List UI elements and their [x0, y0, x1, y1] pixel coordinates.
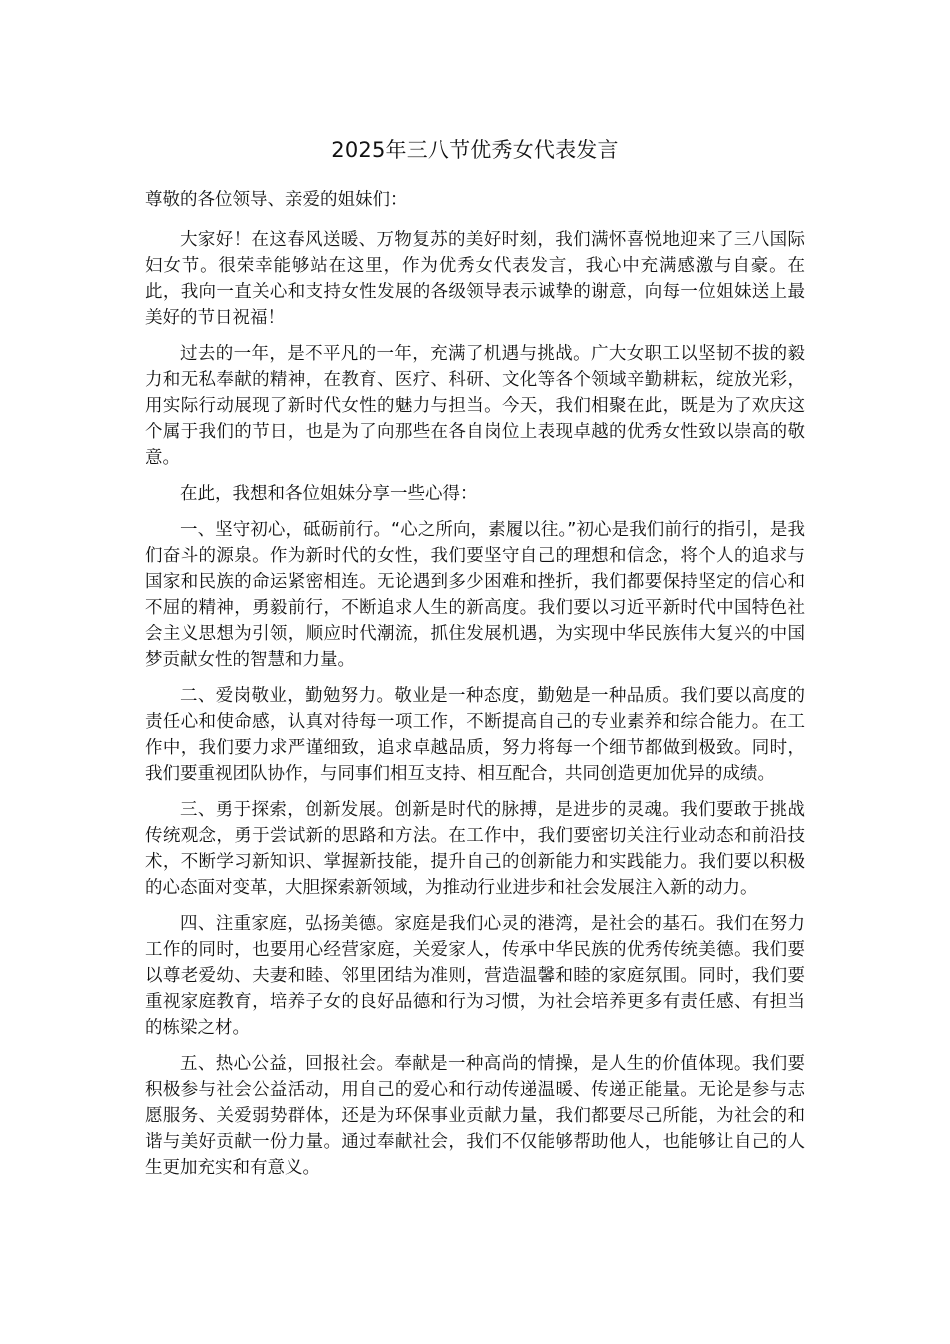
paragraph-point-two: 二、爱岗敬业，勤勉努力。敬业是一种态度，勤勉是一种品质。我们要以高度的责任心和使命感，认真对待每一项工作，不断提高自己的专业素养和综合能力。在工作中，我们要力求严谨细致，追求卓越品质，努力将每一个细节都做到极致。同时，我们要重视团队协作，与同事们相互支持、相互配合，共同创造更加优异的成绩。: [145, 686, 805, 784]
paragraph-greeting: 大家好！在这春风送暖、万物复苏的美好时刻，我们满怀喜悦地迎来了三八国际妇女节。很荣幸能够站在这里，作为优秀女代表发言，我心中充满感激与自豪。在此，我向一直关心和支持女性发展的各级领导表示诚挚的谢意，向每一位姐妹送上最美好的节日祝福！: [145, 230, 805, 328]
document-title: 2025年三八节优秀女代表发言: [331, 138, 619, 162]
paragraph-point-three: 三、勇于探索，创新发展。创新是时代的脉搏，是进步的灵魂。我们要敢于挑战传统观念，勇于尝试新的思路和方法。在工作中，我们要密切关注行业动态和前沿技术，不断学习新知识、掌握新技能，提升自己的创新能力和实践能力。我们要以积极的心态面对变革，大胆探索新领域，为推动行业进步和社会发展注入新的动力。: [145, 800, 805, 898]
salutation: 尊敬的各位领导、亲爱的姐妹们：: [145, 190, 408, 210]
document-body: [145, 137, 805, 1181]
paragraph-point-one: 一、坚守初心，砥砺前行。“心之所向，素履以往。”初心是我们前行的指引，是我们奋斗的源泉。作为新时代的女性，我们要坚守自己的理想和信念，将个人的追求与国家和民族的命运紧密相连。无论遇到多少困难和挫折，我们都要保持坚定的信心和不屈的精神，勇毅前行，不断追求人生的新高度。我们要以习近平新时代中国特色社会主义思想为引领，顺应时代潮流，抓住发展机遇，为实现中华民族伟大复兴的中国梦贡献女性的智慧和力量。: [145, 520, 805, 670]
paragraph-point-five: 五、热心公益，回报社会。奉献是一种高尚的情操，是人生的价值体现。我们要积极参与社会公益活动，用自己的爱心和行动传递温暖、传递正能量。无论是参与志愿服务、关爱弱势群体，还是为环保事业贡献力量，我们都要尽己所能，为社会的和谐与美好贡献一份力量。通过奉献社会，我们不仅能够帮助他人，也能够让自己的人生更加充实和有意义。: [145, 1054, 805, 1178]
paragraph-past-year: 过去的一年，是不平凡的一年，充满了机遇与挑战。广大女职工以坚韧不拔的毅力和无私奉献的精神，在教育、医疗、科研、文化等各个领域辛勤耕耘，绽放光彩，用实际行动展现了新时代女性的魅力与担当。今天，我们相聚在此，既是为了欢庆这个属于我们的节日，也是为了向那些在各自岗位上表现卓越的优秀女性致以崇高的敬意。: [145, 344, 805, 468]
paragraph-intro-sharing: 在此，我想和各位姐妹分享一些心得：: [180, 484, 478, 504]
paragraph-point-four: 四、注重家庭，弘扬美德。家庭是我们心灵的港湾，是社会的基石。我们在努力工作的同时，也要用心经营家庭，关爱家人，传承中华民族的优秀传统美德。我们要以尊老爱幼、夫妻和睦、邻里团结为准则，营造温馨和睦的家庭氛围。同时，我们要重视家庭教育，培养子女的良好品德和行为习惯，为社会培养更多有责任感、有担当的栋梁之材。: [145, 914, 805, 1038]
